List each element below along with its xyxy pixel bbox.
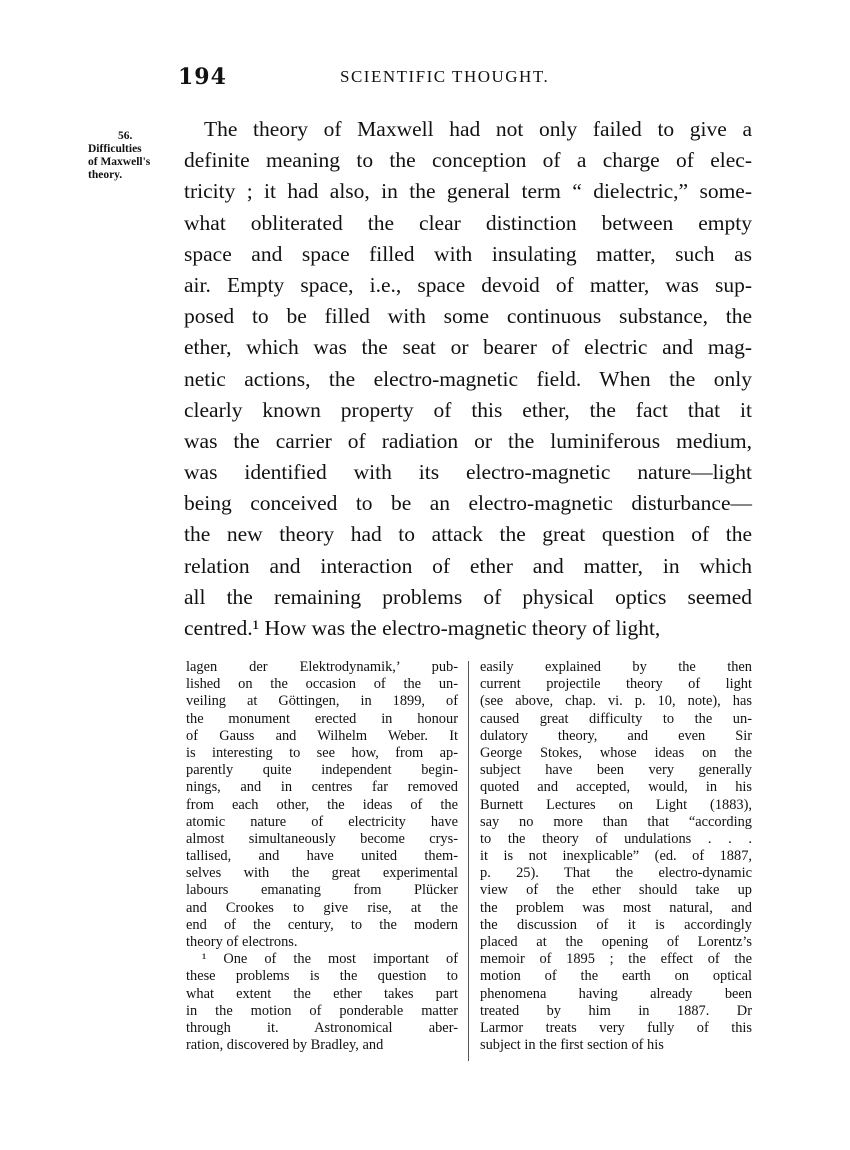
column-divider bbox=[468, 661, 469, 1061]
footnote-line: from each other, the ideas of the bbox=[186, 796, 458, 813]
body-text bbox=[184, 114, 752, 644]
text-line: The theory of Maxwell had not only failed to give a bbox=[204, 117, 752, 141]
footnote-line: parently quite independent begin- bbox=[186, 762, 458, 779]
footnote-line: the problem was most natural, and bbox=[480, 899, 752, 916]
footnote-line: the monument erected in honour bbox=[186, 710, 458, 727]
footnote-line: treated by him in 1887. Dr bbox=[480, 1002, 752, 1019]
footnote-line: tallised, and have united them- bbox=[186, 848, 458, 865]
text-line: all the remaining problems of physical optics seemed bbox=[184, 584, 752, 609]
footnote-line: through it. Astronomical aber- bbox=[186, 1019, 458, 1036]
footnote-line: atomic nature of electricity have bbox=[186, 813, 458, 830]
text-line: netic actions, the electro-magnetic field. When the only bbox=[184, 366, 752, 391]
text-line: tricity ; it had also, in the general term “ dielectric,” some- bbox=[184, 179, 752, 204]
footnote-line: phenomena having already been bbox=[480, 985, 752, 1002]
footnote-line: what extent the ether takes part bbox=[186, 985, 458, 1002]
footnote-line: ¹ One of the most important of bbox=[202, 951, 458, 968]
footnote-line: and Crookes to give rise, at the bbox=[186, 899, 458, 916]
footnote-line: end of the century, to the modern bbox=[186, 916, 458, 933]
footnote-line: the discussion of it is accordingly bbox=[480, 916, 752, 933]
text-line: being conceived to be an electro-magnetic disturbance— bbox=[184, 491, 752, 516]
footnote-line: memoir of 1895 ; the effect of the bbox=[480, 951, 752, 968]
footnote-line: ration, discovered by Bradley, and bbox=[186, 1037, 384, 1054]
footnote-line: placed at the opening of Lorentz’s bbox=[480, 934, 752, 950]
footnote-line: lished on the occasion of the un- bbox=[186, 676, 458, 693]
footnote-line: to the theory of undulations . . . bbox=[480, 830, 752, 847]
text-line: relation and interaction of ether and matter, in which bbox=[184, 553, 752, 578]
text-line: posed to be filled with some continuous substance, the bbox=[184, 304, 752, 329]
footnotes bbox=[184, 659, 752, 1079]
footnote-line: motion of the earth on optical bbox=[480, 968, 752, 985]
text-line: what obliterated the clear distinction between empty bbox=[184, 210, 752, 235]
footnote-line: subject in the first section of his bbox=[480, 1037, 664, 1054]
marginal-note-text: Difficulties of Maxwell's theory. bbox=[88, 143, 151, 181]
footnote-line: easily explained by the then bbox=[480, 659, 752, 675]
text-line: definite meaning to the conception of a charge of elec- bbox=[184, 148, 752, 173]
footnote-line: p. 25). That the electro-dynamic bbox=[480, 865, 752, 882]
footnote-line: labours emanating from Plücker bbox=[186, 882, 458, 899]
text-line: was the carrier of radiation or the luminiferous medium, bbox=[184, 428, 752, 453]
footnote-line: lagen der Elektrodynamik,’ pub- bbox=[186, 659, 458, 675]
section-number: 56. bbox=[118, 130, 133, 142]
footnote-line: (see above, chap. vi. p. 10, note), has bbox=[480, 693, 752, 710]
footnote-line: veiling at Göttingen, in 1899, of bbox=[186, 693, 458, 710]
footnote-line: theory of electrons. bbox=[186, 934, 298, 950]
footnote-line: selves with the great experimental bbox=[186, 865, 458, 882]
footnote-line: quoted and accepted, would, in his bbox=[480, 779, 752, 796]
footnote-line: subject have been very generally bbox=[480, 762, 752, 779]
text-line: was identified with its electro-magnetic nature—light bbox=[184, 460, 752, 485]
marginal-note bbox=[88, 130, 184, 182]
footnote-line: Burnett Lectures on Light (1883), bbox=[480, 796, 752, 813]
running-head: SCIENTIFIC THOUGHT. bbox=[340, 67, 550, 86]
text-line: ether, which was the seat or bearer of electric and mag- bbox=[184, 335, 752, 360]
page-number: 194 bbox=[178, 64, 227, 90]
footnote-line: caused great difficulty to the un- bbox=[480, 710, 752, 727]
footnote-line: view of the ether should take up bbox=[480, 882, 752, 899]
text-line: centred.¹ How was the electro-magnetic theory of light, bbox=[184, 616, 661, 640]
text-line: the new theory had to attack the great question of the bbox=[184, 522, 752, 547]
footnote-column-left bbox=[186, 659, 458, 1054]
footnote-line: in the motion of ponderable matter bbox=[186, 1002, 458, 1019]
footnote-line: is interesting to see how, from ap- bbox=[186, 744, 458, 761]
text-line: space and space filled with insulating matter, such as bbox=[184, 241, 752, 266]
footnote-line: of Gauss and Wilhelm Weber. It bbox=[186, 727, 458, 744]
footnote-line: Larmor treats very fully of this bbox=[480, 1019, 752, 1036]
text-line: clearly known property of this ether, the fact that it bbox=[184, 397, 752, 422]
footnote-line: these problems is the question to bbox=[186, 968, 458, 985]
footnote-line: George Stokes, whose ideas on the bbox=[480, 744, 752, 761]
footnote-column-right bbox=[480, 659, 752, 1054]
footnote-line: almost simultaneously become crys- bbox=[186, 830, 458, 847]
footnote-line: it is not inexplicable” (ed. of 1887, bbox=[480, 848, 752, 865]
footnote-line: dulatory theory, and even Sir bbox=[480, 727, 752, 744]
text-line: air. Empty space, i.e., space devoid of matter, was sup- bbox=[184, 272, 752, 297]
footnote-line: current projectile theory of light bbox=[480, 676, 752, 693]
footnote-line: say no more than that “according bbox=[480, 813, 752, 830]
footnote-line: nings, and in centres far removed bbox=[186, 779, 458, 796]
